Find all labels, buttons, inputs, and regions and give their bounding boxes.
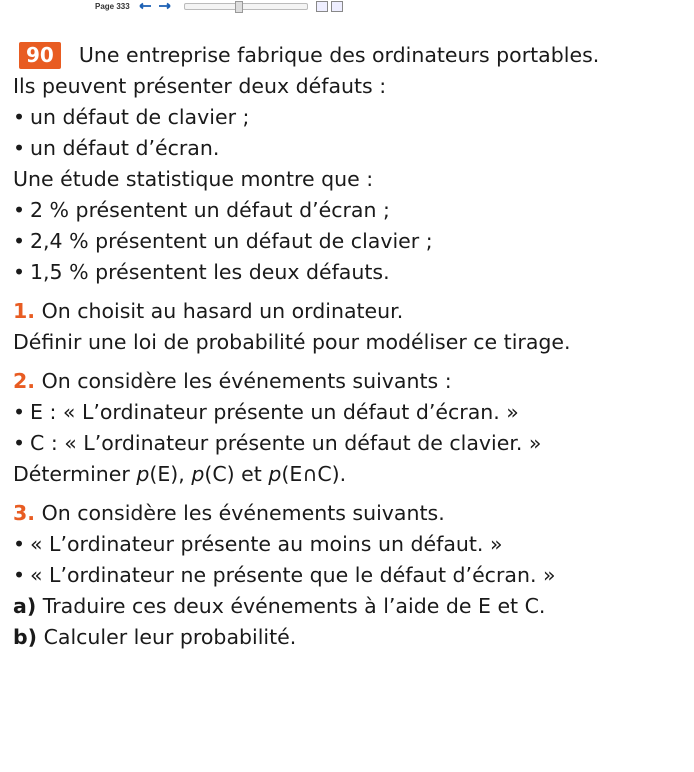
page-toolbar: [95, 0, 346, 12]
defect-item: • un défaut de clavier ;: [13, 105, 250, 129]
event-item: • E : « L’ordinateur présente un défaut d’écran. »: [13, 400, 519, 424]
question-2-task: Déterminer p(E), p(C) et p(E∩C).: [13, 462, 347, 486]
exercise-90: [13, 40, 689, 653]
question-number: 2.: [13, 369, 36, 393]
stat-item: • 2 % présentent un défaut d’écran ;: [13, 198, 390, 222]
event-item: • « L’ordinateur présente au moins un défaut. »: [13, 532, 503, 556]
question-3b: b) Calculer leur probabilité.: [13, 625, 297, 649]
question-2: 2. On considère les événements suivants :: [13, 369, 452, 393]
question-number: 1.: [13, 299, 36, 323]
stat-item: • 1,5 % présentent les deux défauts.: [13, 260, 390, 284]
stat-item: • 2,4 % présentent un défaut de clavier ;: [13, 229, 433, 253]
page-slider[interactable]: [184, 3, 308, 10]
previous-page-icon[interactable]: [136, 2, 152, 10]
fit-width-icon[interactable]: [331, 1, 343, 12]
study-intro: Une étude statistique montre que :: [13, 167, 374, 191]
defect-item: • un défaut d’écran.: [13, 136, 220, 160]
question-3a: a) Traduire ces deux événements à l’aide de E et C.: [13, 594, 546, 618]
exercise-header: [13, 40, 689, 71]
page-label: Page 333: [95, 1, 130, 11]
exercise-intro: Une entreprise fabrique des ordinateurs portables.: [78, 43, 600, 67]
defects-intro: Ils peuvent présenter deux défauts :: [13, 74, 387, 98]
next-page-icon[interactable]: [158, 2, 174, 10]
event-item: • « L’ordinateur ne présente que le défaut d’écran. »: [13, 563, 556, 587]
exercise-number-badge: 90: [19, 42, 61, 69]
event-item: • C : « L’ordinateur présente un défaut de clavier. »: [13, 431, 542, 455]
question-number: 3.: [13, 501, 36, 525]
question-3: 3. On considère les événements suivants.: [13, 501, 445, 525]
question-1: 1. On choisit au hasard un ordinateur.: [13, 299, 404, 323]
fit-page-icon[interactable]: [316, 1, 328, 12]
page-slider-thumb[interactable]: [235, 1, 243, 13]
question-1-task: Définir une loi de probabilité pour modéliser ce tirage.: [13, 330, 571, 354]
